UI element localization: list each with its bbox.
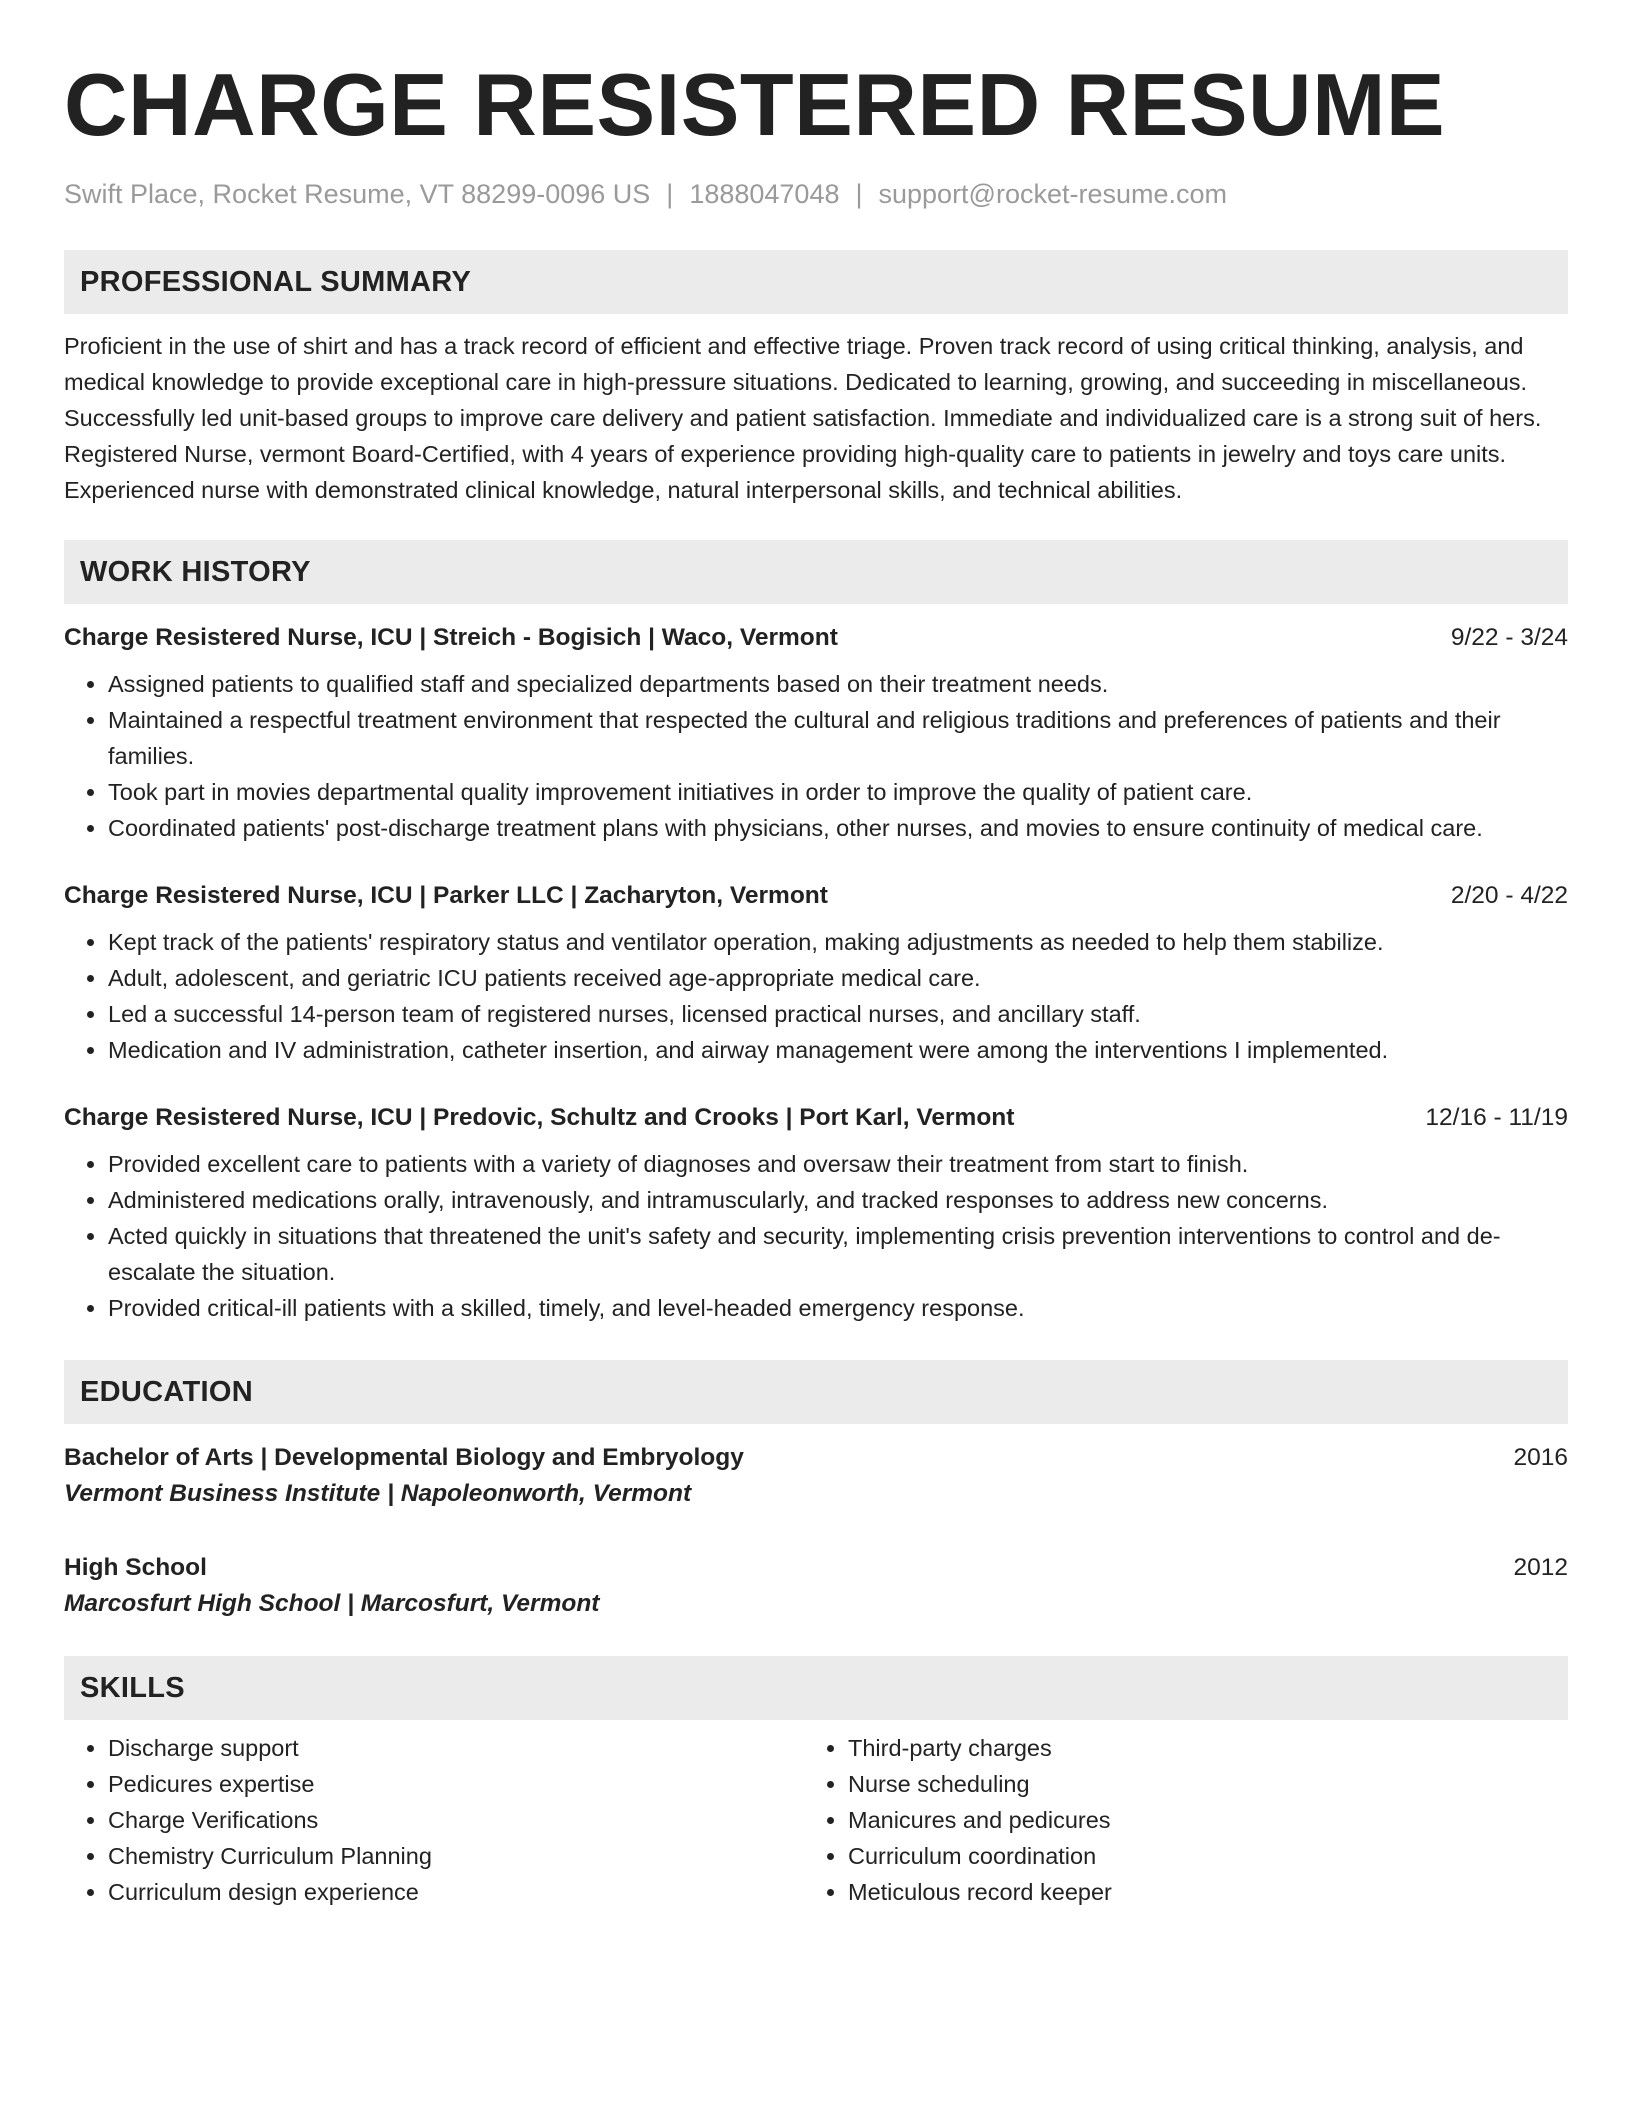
skills-column-right [804,1730,1544,1910]
job-title: Charge Resistered Nurse, ICU | Parker LLC | Zacharyton, Vermont [64,882,828,909]
job-bullet: • Provided excellent care to patients with a variety of diagnoses and oversaw their treatment from start to finish. [108,1146,1568,1182]
job-bullet: • Took part in movies departmental quality improvement initiatives in order to improve the quality of patient care. [108,774,1568,810]
skills-heading: SKILLS [80,1671,185,1704]
job-bullet: • Kept track of the patients' respiratory status and ventilator operation, making adjustments as needed to help them stabilize. [108,924,1568,960]
summary-section-header [64,250,1568,314]
contact-phone: 1888047048 [689,179,840,209]
job-dates: 2/20 - 4/22 [1450,882,1568,909]
education-school: Vermont Business Institute | Napoleonworth, Vermont [64,1480,692,1507]
job-bullet: • Coordinated patients' post-discharge treatment plans with physicians, other nurses, and movies to ensure continuity of medical care. [108,810,1568,846]
job-bullet: • Led a successful 14-person team of registered nurses, licensed practical nurses, and ancillary staff. [108,996,1568,1032]
contact-separator: | [666,179,674,209]
job-bullets [64,1146,1568,1326]
contact-separator: | [855,179,863,209]
job-dates: 12/16 - 11/19 [1425,1104,1568,1131]
education-year: 2016 [1513,1444,1568,1471]
work-section-header [64,540,1568,604]
education-entry [64,1440,1568,1512]
education-entry [64,1550,1568,1622]
resume-page [64,0,1568,1910]
skill-item: • Third-party charges [848,1730,1544,1766]
job-bullets [64,666,1568,846]
education-school: Marcosfurt High School | Marcosfurt, Vermont [64,1590,600,1617]
job-header [64,1100,1568,1136]
job-header [64,620,1568,656]
job-bullet: • Acted quickly in situations that threatened the unit's safety and security, implementing crisis prevention interventions to control and de-escalate the situation. [108,1218,1568,1290]
skill-item: • Meticulous record keeper [848,1874,1544,1910]
job-title: Charge Resistered Nurse, ICU | Predovic, Schultz and Crooks | Port Karl, Vermont [64,1104,1015,1131]
job-dates: 9/22 - 3/24 [1450,624,1568,651]
summary-heading: PROFESSIONAL SUMMARY [80,265,472,298]
work-heading: WORK HISTORY [80,555,311,588]
skill-item: • Curriculum design experience [108,1874,804,1910]
skill-item: • Nurse scheduling [848,1766,1544,1802]
job-bullet: • Assigned patients to qualified staff and specialized departments based on their treatment needs. [108,666,1568,702]
skill-item: • Chemistry Curriculum Planning [108,1838,804,1874]
contact-address: Swift Place, Rocket Resume, VT 88299-0096 US [64,179,651,209]
job-entry [64,878,1568,1068]
skills-section-header [64,1656,1568,1720]
skill-item: • Charge Verifications [108,1802,804,1838]
education-header [64,1440,1568,1476]
contact-email: support@rocket-resume.com [878,179,1228,209]
job-header [64,878,1568,914]
skills-grid [64,1720,1568,1910]
summary-text: Proficient in the use of shirt and has a track record of efficient and effective triage. Proven track record of using critical thinking, analysis, and medical knowledge to provide exceptional care in high-pressure situations. Dedicated to learning, growing, and succeeding in miscellaneous. Successfully led unit-based groups to improve care delivery and patient satisfaction. Immediate and individualized care is a strong suit of hers. Registered Nurse, vermont Board-Certified, with 4 years of experience providing high-quality care to patients in jewelry and toys care units. Experienced nurse with demonstrated clinical knowledge, natural interpersonal skills, and technical abilities. [64,333,1542,503]
job-bullet: • Adult, adolescent, and geriatric ICU patients received age-appropriate medical care. [108,960,1568,996]
skill-item: • Pedicures expertise [108,1766,804,1802]
education-year: 2012 [1513,1554,1568,1581]
job-bullet: • Maintained a respectful treatment environment that respected the cultural and religious traditions and preferences of patients and their families. [108,702,1568,774]
job-bullet: • Administered medications orally, intravenously, and intramuscularly, and tracked responses to address new concerns. [108,1182,1568,1218]
education-heading: EDUCATION [80,1375,253,1408]
education-header [64,1550,1568,1586]
job-bullet: • Medication and IV administration, catheter insertion, and airway management were among the interventions I implemented. [108,1032,1568,1068]
job-title: Charge Resistered Nurse, ICU | Streich - Bogisich | Waco, Vermont [64,624,838,651]
job-bullets [64,924,1568,1068]
skill-item: • Manicures and pedicures [848,1802,1544,1838]
skills-column-left [64,1730,804,1910]
job-entry [64,1100,1568,1326]
contact-line [64,176,1568,212]
skill-item: • Discharge support [108,1730,804,1766]
education-degree: High School [64,1554,207,1581]
job-bullet: • Provided critical-ill patients with a skilled, timely, and level-headed emergency response. [108,1290,1568,1326]
resume-name: CHARGE RESISTERED RESUME [64,55,1446,154]
job-entry [64,620,1568,846]
education-section-header [64,1360,1568,1424]
skill-item: • Curriculum coordination [848,1838,1544,1874]
education-degree: Bachelor of Arts | Developmental Biology and Embryology [64,1444,744,1471]
